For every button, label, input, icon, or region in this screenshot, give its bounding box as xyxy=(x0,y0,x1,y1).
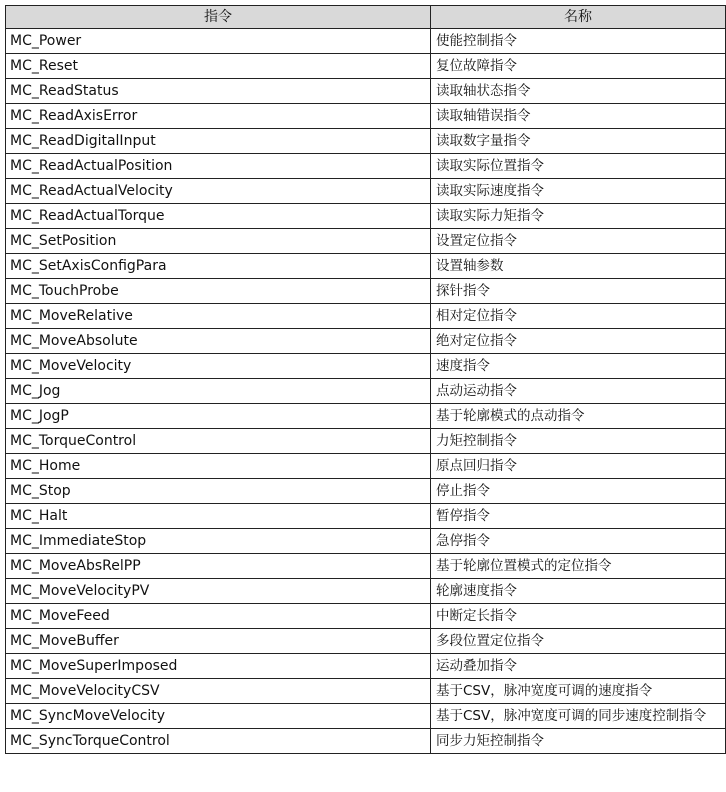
name-cell: 轮廓速度指令 xyxy=(431,579,726,604)
name-cell: 读取轴错误指令 xyxy=(431,104,726,129)
table-row xyxy=(6,629,726,654)
table-row xyxy=(6,204,726,229)
table-row xyxy=(6,679,726,704)
table-row xyxy=(6,229,726,254)
instruction-table xyxy=(5,5,726,754)
instruction-cell: MC_Jog xyxy=(6,379,431,404)
instruction-cell: MC_ImmediateStop xyxy=(6,529,431,554)
table-row xyxy=(6,504,726,529)
table-row xyxy=(6,529,726,554)
name-cell: 暂停指令 xyxy=(431,504,726,529)
table-row xyxy=(6,454,726,479)
instruction-cell: MC_JogP xyxy=(6,404,431,429)
table-row xyxy=(6,179,726,204)
table-row xyxy=(6,54,726,79)
name-cell: 设置轴参数 xyxy=(431,254,726,279)
instruction-cell: MC_ReadActualTorque xyxy=(6,204,431,229)
name-cell: 力矩控制指令 xyxy=(431,429,726,454)
name-cell: 基于轮廓模式的点动指令 xyxy=(431,404,726,429)
instruction-cell: MC_ReadActualVelocity xyxy=(6,179,431,204)
instruction-cell: MC_SyncMoveVelocity xyxy=(6,704,431,729)
instruction-cell: MC_Power xyxy=(6,29,431,54)
table-row xyxy=(6,604,726,629)
instruction-cell: MC_MoveVelocityCSV xyxy=(6,679,431,704)
name-cell: 点动运动指令 xyxy=(431,379,726,404)
table-row xyxy=(6,379,726,404)
table-row xyxy=(6,329,726,354)
instruction-cell: MC_ReadActualPosition xyxy=(6,154,431,179)
name-cell: 复位故障指令 xyxy=(431,54,726,79)
name-cell: 多段位置定位指令 xyxy=(431,629,726,654)
table-row xyxy=(6,304,726,329)
instruction-cell: MC_SyncTorqueControl xyxy=(6,729,431,754)
instruction-cell: MC_SetPosition xyxy=(6,229,431,254)
instruction-cell: MC_TorqueControl xyxy=(6,429,431,454)
table-row xyxy=(6,129,726,154)
table-body xyxy=(6,29,726,754)
instruction-cell: MC_SetAxisConfigPara xyxy=(6,254,431,279)
instruction-cell: MC_MoveSuperImposed xyxy=(6,654,431,679)
instruction-cell: MC_Stop xyxy=(6,479,431,504)
name-cell: 基于轮廓位置模式的定位指令 xyxy=(431,554,726,579)
instruction-cell: MC_MoveVelocity xyxy=(6,354,431,379)
name-cell: 使能控制指令 xyxy=(431,29,726,54)
table-row xyxy=(6,729,726,754)
name-cell: 同步力矩控制指令 xyxy=(431,729,726,754)
instruction-cell: MC_MoveAbsRelPP xyxy=(6,554,431,579)
name-cell: 急停指令 xyxy=(431,529,726,554)
table-row xyxy=(6,154,726,179)
table-row xyxy=(6,254,726,279)
table-row xyxy=(6,579,726,604)
table-row xyxy=(6,554,726,579)
table-row xyxy=(6,104,726,129)
instruction-cell: MC_ReadStatus xyxy=(6,79,431,104)
instruction-cell: MC_Halt xyxy=(6,504,431,529)
name-cell: 设置定位指令 xyxy=(431,229,726,254)
table-row xyxy=(6,29,726,54)
instruction-cell: MC_TouchProbe xyxy=(6,279,431,304)
name-cell: 绝对定位指令 xyxy=(431,329,726,354)
name-cell: 基于CSV，脉冲宽度可调的同步速度控制指令 xyxy=(431,704,726,729)
name-cell: 读取数字量指令 xyxy=(431,129,726,154)
instruction-cell: MC_MoveFeed xyxy=(6,604,431,629)
name-cell: 停止指令 xyxy=(431,479,726,504)
name-cell: 运动叠加指令 xyxy=(431,654,726,679)
name-cell: 原点回归指令 xyxy=(431,454,726,479)
name-cell: 中断定长指令 xyxy=(431,604,726,629)
name-cell: 读取实际力矩指令 xyxy=(431,204,726,229)
table-row xyxy=(6,704,726,729)
table-row xyxy=(6,79,726,104)
instruction-cell: MC_Reset xyxy=(6,54,431,79)
instruction-cell: MC_MoveRelative xyxy=(6,304,431,329)
instruction-cell: MC_ReadAxisError xyxy=(6,104,431,129)
name-cell: 读取实际速度指令 xyxy=(431,179,726,204)
name-cell: 相对定位指令 xyxy=(431,304,726,329)
table-row xyxy=(6,654,726,679)
instruction-cell: MC_MoveBuffer xyxy=(6,629,431,654)
table-row xyxy=(6,404,726,429)
name-cell: 读取实际位置指令 xyxy=(431,154,726,179)
instruction-table-container xyxy=(5,5,725,754)
table-row xyxy=(6,479,726,504)
header-instruction: 指令 xyxy=(6,6,431,29)
name-cell: 基于CSV，脉冲宽度可调的速度指令 xyxy=(431,679,726,704)
name-cell: 探针指令 xyxy=(431,279,726,304)
instruction-cell: MC_MoveAbsolute xyxy=(6,329,431,354)
header-name: 名称 xyxy=(431,6,726,29)
header-row xyxy=(6,6,726,29)
instruction-cell: MC_MoveVelocityPV xyxy=(6,579,431,604)
instruction-cell: MC_Home xyxy=(6,454,431,479)
table-header xyxy=(6,6,726,29)
table-row xyxy=(6,279,726,304)
name-cell: 读取轴状态指令 xyxy=(431,79,726,104)
table-row xyxy=(6,429,726,454)
name-cell: 速度指令 xyxy=(431,354,726,379)
instruction-cell: MC_ReadDigitalInput xyxy=(6,129,431,154)
table-row xyxy=(6,354,726,379)
